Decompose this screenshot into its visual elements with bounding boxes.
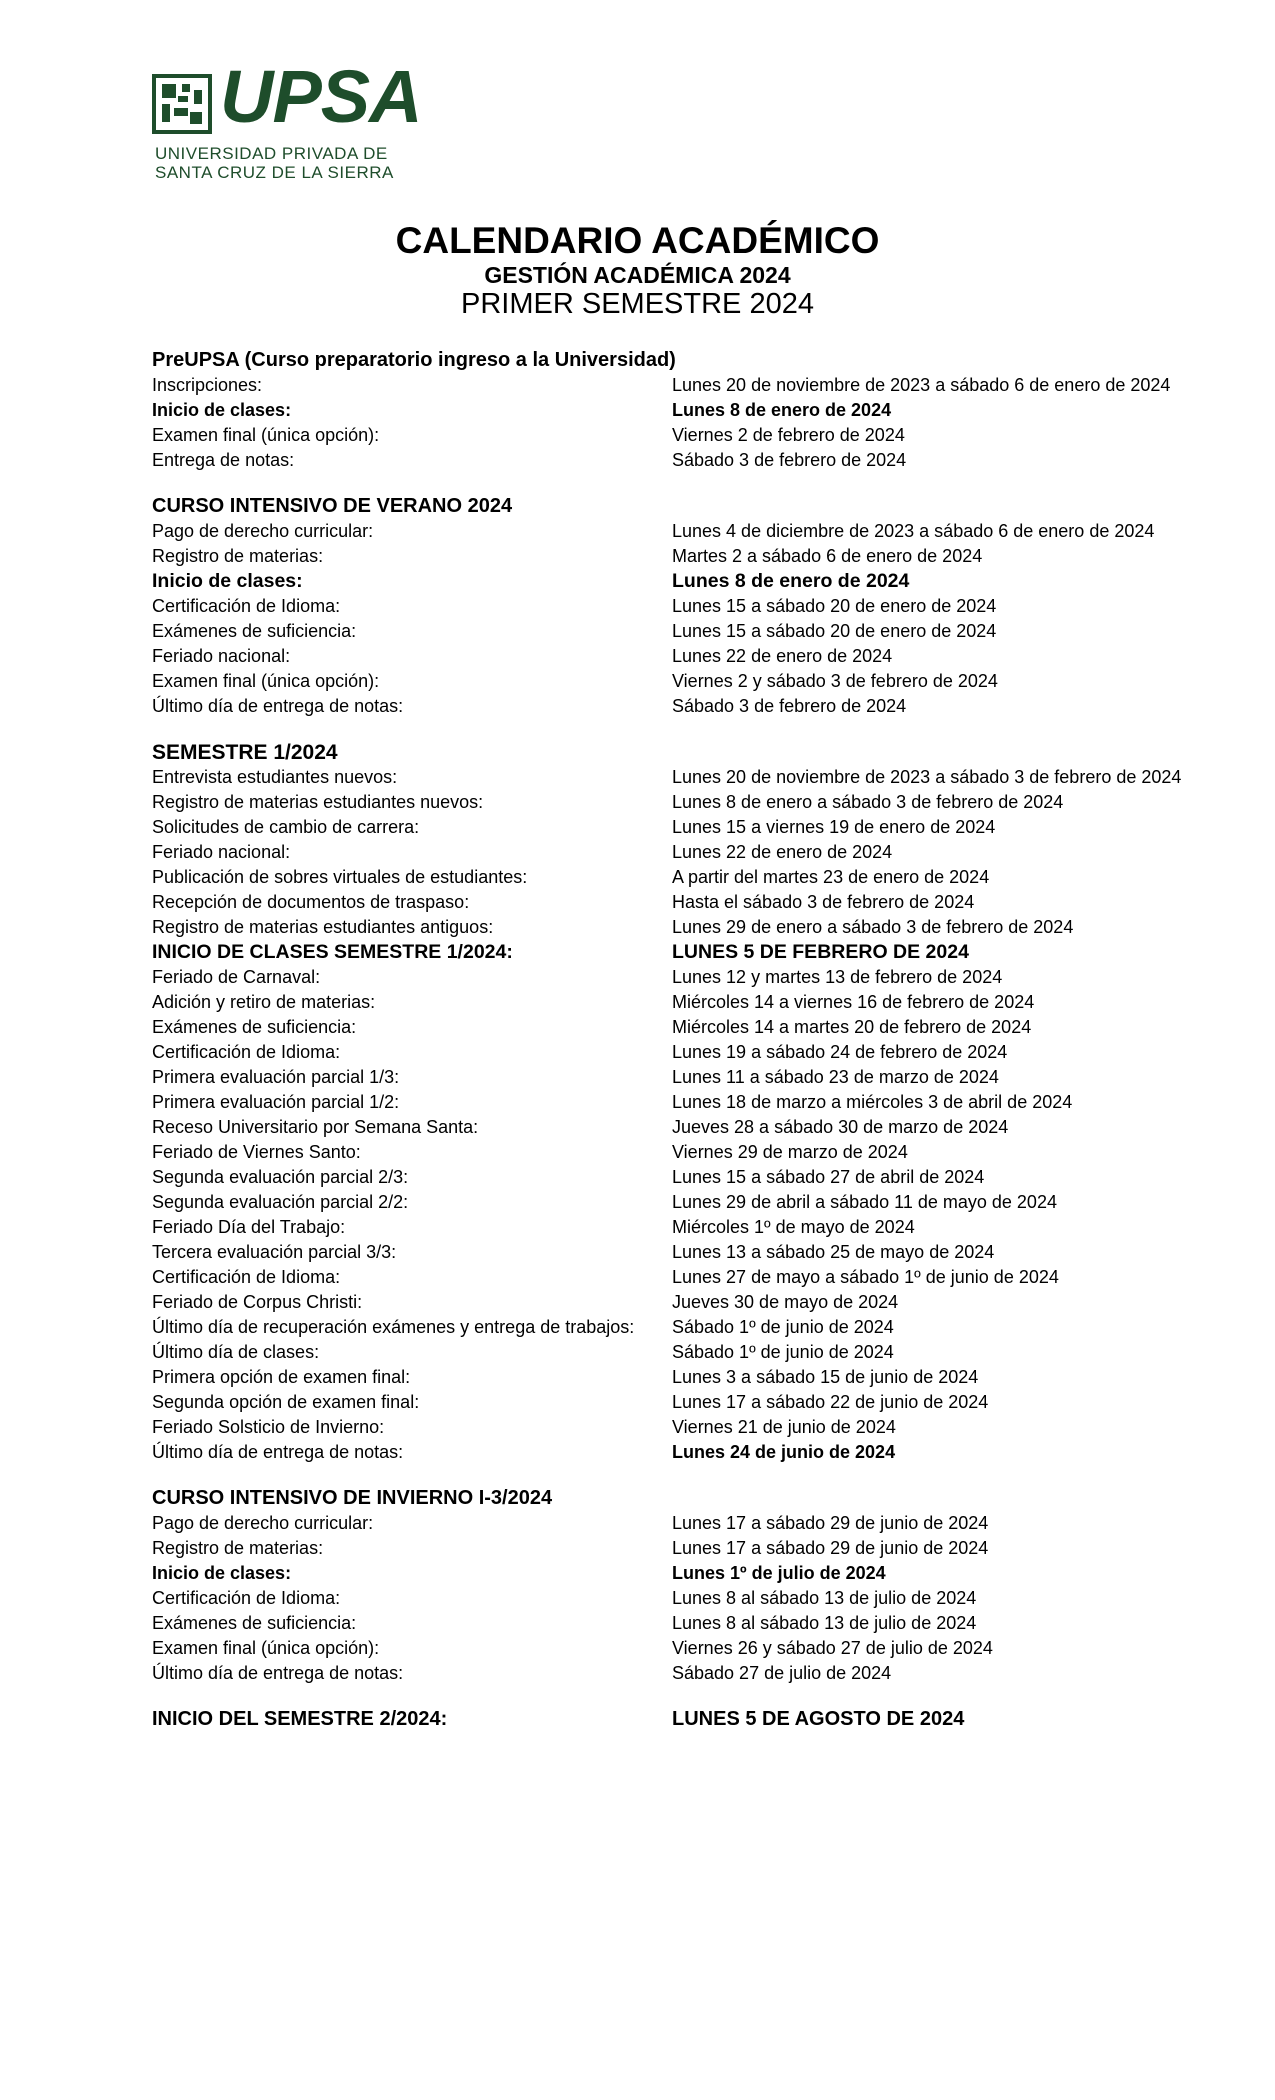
- calendar-row: [152, 544, 1232, 569]
- event-label: Certificación de Idioma:: [152, 596, 341, 616]
- event-label: Inicio de clases:: [152, 570, 303, 592]
- calendar-row: [152, 1115, 1232, 1140]
- calendar-row: [152, 1365, 1232, 1390]
- calendar-row: [152, 965, 1232, 990]
- event-label: Certificación de Idioma:: [152, 1267, 341, 1287]
- section-title: CURSO INTENSIVO DE VERANO 2024: [152, 495, 513, 517]
- logo-subtitle: [155, 144, 394, 182]
- event-date: Lunes 20 de noviembre de 2023 a sábado 3 de febrero de 2024: [672, 767, 1182, 787]
- section-title: SEMESTRE 1/2024: [152, 741, 338, 764]
- calendar-row: [152, 1440, 1232, 1465]
- event-label: Examen final (única opción):: [152, 1638, 380, 1658]
- calendar-content: [152, 348, 1232, 1732]
- event-label: Feriado de Carnaval:: [152, 967, 321, 987]
- calendar-row: [152, 1290, 1232, 1315]
- calendar-row: [152, 1240, 1232, 1265]
- event-date: Lunes 3 a sábado 15 de junio de 2024: [672, 1367, 979, 1387]
- event-date: Lunes 8 de enero de 2024: [672, 570, 910, 592]
- event-date: Lunes 17 a sábado 22 de junio de 2024: [672, 1392, 989, 1412]
- calendar-row: [152, 519, 1232, 544]
- event-label: Feriado de Viernes Santo:: [152, 1142, 361, 1162]
- event-date: Lunes 15 a sábado 20 de enero de 2024: [672, 596, 997, 616]
- event-date: Lunes 29 de abril a sábado 11 de mayo de 2024: [672, 1192, 1057, 1212]
- event-label: Feriado Solsticio de Invierno:: [152, 1417, 385, 1437]
- event-date: Lunes 27 de mayo a sábado 1º de junio de 2024: [672, 1267, 1059, 1287]
- event-label: Pago de derecho curricular:: [152, 1513, 374, 1533]
- event-date: Lunes 4 de diciembre de 2023 a sábado 6 de enero de 2024: [672, 521, 1155, 541]
- event-label: INICIO DE CLASES SEMESTRE 1/2024:: [152, 941, 513, 963]
- calendar-row: [152, 694, 1232, 719]
- event-label: Adición y retiro de materias:: [152, 992, 376, 1012]
- event-date: Sábado 3 de febrero de 2024: [672, 450, 907, 470]
- logo-wordmark: UPSA: [220, 55, 422, 138]
- section-title: PreUPSA (Curso preparatorio ingreso a la Universidad): [152, 349, 676, 371]
- event-date: Lunes 29 de enero a sábado 3 de febrero de 2024: [672, 917, 1074, 937]
- calendar-section: [152, 494, 1232, 719]
- calendar-row: [152, 594, 1232, 619]
- calendar-row: [152, 1636, 1232, 1661]
- event-label: Receso Universitario por Semana Santa:: [152, 1117, 479, 1137]
- event-label: Registro de materias:: [152, 1538, 324, 1558]
- event-date: Lunes 18 de marzo a miércoles 3 de abril de 2024: [672, 1092, 1073, 1112]
- event-label: Último día de clases:: [152, 1342, 320, 1362]
- event-date: Sábado 27 de julio de 2024: [672, 1663, 892, 1683]
- calendar-row: [152, 423, 1232, 448]
- page-subtitle: GESTIÓN ACADÉMICA 2024: [484, 262, 791, 288]
- event-date: LUNES 5 DE AGOSTO DE 2024: [672, 1708, 965, 1730]
- event-label: Examen final (única opción):: [152, 671, 380, 691]
- event-label: Primera evaluación parcial 1/3:: [152, 1067, 400, 1087]
- event-label: Primera opción de examen final:: [152, 1367, 411, 1387]
- calendar-row: [152, 1586, 1232, 1611]
- calendar-row: [152, 915, 1232, 940]
- calendar-row: [152, 1390, 1232, 1415]
- calendar-row: [152, 1315, 1232, 1340]
- event-label: Certificación de Idioma:: [152, 1042, 341, 1062]
- event-date: Sábado 1º de junio de 2024: [672, 1317, 894, 1337]
- event-label: Exámenes de suficiencia:: [152, 621, 357, 641]
- calendar-row: [152, 940, 1232, 965]
- event-date: A partir del martes 23 de enero de 2024: [672, 867, 990, 887]
- upsa-emblem-icon: [152, 74, 212, 134]
- event-date: Lunes 22 de enero de 2024: [672, 842, 893, 862]
- event-date: Lunes 11 a sábado 23 de marzo de 2024: [672, 1067, 999, 1087]
- calendar-row: [152, 1165, 1232, 1190]
- event-date: Jueves 28 a sábado 30 de marzo de 2024: [672, 1117, 1009, 1137]
- calendar-row: [152, 1611, 1232, 1636]
- calendar-row: [152, 765, 1232, 790]
- calendar-row: [152, 1040, 1232, 1065]
- event-label: Entrevista estudiantes nuevos:: [152, 767, 398, 787]
- event-date: Lunes 15 a viernes 19 de enero de 2024: [672, 817, 996, 837]
- event-date: Lunes 8 al sábado 13 de julio de 2024: [672, 1613, 977, 1633]
- page-header: [0, 220, 1275, 320]
- calendar-row: [152, 1536, 1232, 1561]
- upsa-logo: [152, 55, 422, 182]
- calendar-row: [152, 373, 1232, 398]
- calendar-row: [152, 1415, 1232, 1440]
- calendar-row: [152, 569, 1232, 594]
- calendar-row: [152, 1511, 1232, 1536]
- event-date: Miércoles 14 a viernes 16 de febrero de 2024: [672, 992, 1035, 1012]
- event-date: Lunes 24 de junio de 2024: [672, 1442, 896, 1462]
- calendar-row: [152, 990, 1232, 1015]
- event-label: Exámenes de suficiencia:: [152, 1613, 357, 1633]
- section-title: CURSO INTENSIVO DE INVIERNO I-3/2024: [152, 1487, 553, 1509]
- calendar-row: [152, 1065, 1232, 1090]
- event-label: Recepción de documentos de traspaso:: [152, 892, 470, 912]
- event-label: Feriado nacional:: [152, 842, 291, 862]
- event-date: Lunes 8 de enero de 2024: [672, 400, 892, 420]
- calendar-row: [152, 1190, 1232, 1215]
- calendar-row: [152, 1015, 1232, 1040]
- event-label: Registro de materias:: [152, 546, 324, 566]
- calendar-section: [152, 740, 1232, 1465]
- event-date: Lunes 15 a sábado 20 de enero de 2024: [672, 621, 997, 641]
- calendar-row: [152, 815, 1232, 840]
- calendar-row: [152, 1140, 1232, 1165]
- event-date: Viernes 2 y sábado 3 de febrero de 2024: [672, 671, 998, 691]
- event-label: Primera evaluación parcial 1/2:: [152, 1092, 400, 1112]
- event-date: Miércoles 1º de mayo de 2024: [672, 1217, 915, 1237]
- event-date: Lunes 22 de enero de 2024: [672, 646, 893, 666]
- calendar-row: [152, 840, 1232, 865]
- calendar-section: [152, 1486, 1232, 1686]
- event-label: Último día de entrega de notas:: [152, 1663, 404, 1683]
- event-label: Segunda evaluación parcial 2/2:: [152, 1192, 409, 1212]
- calendar-row: [152, 1561, 1232, 1586]
- event-label: INICIO DEL SEMESTRE 2/2024:: [152, 1708, 448, 1730]
- event-date: Lunes 17 a sábado 29 de junio de 2024: [672, 1538, 989, 1558]
- calendar-row: [152, 1215, 1232, 1240]
- calendar-row: [152, 790, 1232, 815]
- event-date: Lunes 12 y martes 13 de febrero de 2024: [672, 967, 1003, 987]
- event-date: Viernes 2 de febrero de 2024: [672, 425, 905, 445]
- calendar-row: [152, 1340, 1232, 1365]
- event-label: Registro de materias estudiantes antiguos:: [152, 917, 494, 937]
- calendar-row: [152, 669, 1232, 694]
- event-label: Entrega de notas:: [152, 450, 295, 470]
- event-label: Tercera evaluación parcial 3/3:: [152, 1242, 397, 1262]
- calendar-section: [152, 348, 1232, 473]
- semester-2-start-row: [152, 1707, 1232, 1732]
- calendar-row: [152, 619, 1232, 644]
- event-label: Registro de materias estudiantes nuevos:: [152, 792, 484, 812]
- event-date: Martes 2 a sábado 6 de enero de 2024: [672, 546, 983, 566]
- event-date: Viernes 29 de marzo de 2024: [672, 1142, 908, 1162]
- calendar-row: [152, 890, 1232, 915]
- event-label: Último día de entrega de notas:: [152, 696, 404, 716]
- event-label: Solicitudes de cambio de carrera:: [152, 817, 420, 837]
- event-label: Pago de derecho curricular:: [152, 521, 374, 541]
- event-label: Exámenes de suficiencia:: [152, 1017, 357, 1037]
- event-date: Sábado 3 de febrero de 2024: [672, 696, 907, 716]
- calendar-row: [152, 1661, 1232, 1686]
- event-label: Feriado Día del Trabajo:: [152, 1217, 346, 1237]
- event-label: Feriado de Corpus Christi:: [152, 1292, 363, 1312]
- event-date: Miércoles 14 a martes 20 de febrero de 2024: [672, 1017, 1032, 1037]
- event-label: Inicio de clases:: [152, 400, 292, 420]
- event-date: Lunes 8 de enero a sábado 3 de febrero de 2024: [672, 792, 1064, 812]
- logo-subtitle-line-1: UNIVERSIDAD PRIVADA DE: [155, 144, 388, 163]
- event-label: Examen final (única opción):: [152, 425, 380, 445]
- event-label: Inicio de clases:: [152, 1563, 292, 1583]
- event-date: Lunes 13 a sábado 25 de mayo de 2024: [672, 1242, 995, 1262]
- event-label: Publicación de sobres virtuales de estudiantes:: [152, 867, 528, 887]
- event-label: Inscripciones:: [152, 375, 263, 395]
- calendar-row: [152, 448, 1232, 473]
- event-label: Segunda evaluación parcial 2/3:: [152, 1167, 409, 1187]
- event-date: LUNES 5 DE FEBRERO DE 2024: [672, 941, 969, 963]
- event-date: Lunes 15 a sábado 27 de abril de 2024: [672, 1167, 985, 1187]
- event-label: Último día de entrega de notas:: [152, 1442, 404, 1462]
- event-date: Lunes 19 a sábado 24 de febrero de 2024: [672, 1042, 1008, 1062]
- event-label: Feriado nacional:: [152, 646, 291, 666]
- event-date: Lunes 8 al sábado 13 de julio de 2024: [672, 1588, 977, 1608]
- semester-title: PRIMER SEMESTRE 2024: [461, 288, 814, 320]
- event-date: Jueves 30 de mayo de 2024: [672, 1292, 899, 1312]
- calendar-row: [152, 1090, 1232, 1115]
- event-date: Lunes 20 de noviembre de 2023 a sábado 6 de enero de 2024: [672, 375, 1171, 395]
- event-date: Sábado 1º de junio de 2024: [672, 1342, 894, 1362]
- logo-subtitle-line-2: SANTA CRUZ DE LA SIERRA: [155, 163, 394, 182]
- event-date: Viernes 26 y sábado 27 de julio de 2024: [672, 1638, 993, 1658]
- event-label: Último día de recuperación exámenes y entrega de trabajos:: [152, 1317, 635, 1337]
- calendar-row: [152, 1265, 1232, 1290]
- event-date: Lunes 17 a sábado 29 de junio de 2024: [672, 1513, 989, 1533]
- event-date: Hasta el sábado 3 de febrero de 2024: [672, 892, 975, 912]
- event-label: Certificación de Idioma:: [152, 1588, 341, 1608]
- calendar-row: [152, 644, 1232, 669]
- calendar-row: [152, 865, 1232, 890]
- page-title: CALENDARIO ACADÉMICO: [395, 220, 880, 261]
- calendar-row: [152, 398, 1232, 423]
- event-label: Segunda opción de examen final:: [152, 1392, 420, 1412]
- event-date: Viernes 21 de junio de 2024: [672, 1417, 896, 1437]
- event-date: Lunes 1º de julio de 2024: [672, 1563, 886, 1583]
